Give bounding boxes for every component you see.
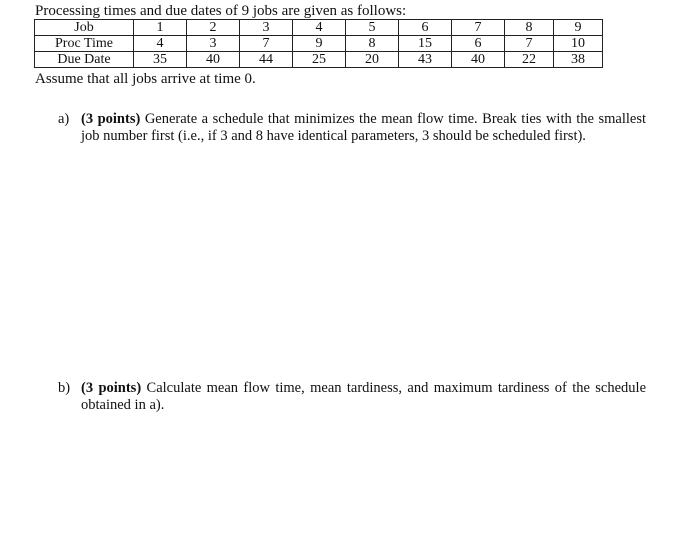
table-header-cell: 8	[505, 20, 554, 36]
table-cell: 8	[346, 36, 399, 52]
question-b	[58, 380, 647, 414]
table-cell: 7	[240, 36, 293, 52]
table-cell: 7	[505, 36, 554, 52]
table-cell: 22	[505, 52, 554, 68]
table-cell: 3	[187, 36, 240, 52]
table-header-cell: 7	[452, 20, 505, 36]
table-header-cell: 9	[554, 20, 603, 36]
jobs-table	[34, 19, 603, 68]
table-cell: 35	[134, 52, 187, 68]
table-cell: 15	[399, 36, 452, 52]
table-cell: 25	[293, 52, 346, 68]
table-header-row	[35, 20, 603, 36]
table-row	[35, 36, 603, 52]
question-b-body	[81, 380, 646, 414]
table-header-cell: 2	[187, 20, 240, 36]
table-cell: 10	[554, 36, 603, 52]
table-header-cell: 5	[346, 20, 399, 36]
table-cell: 40	[187, 52, 240, 68]
table-cell: 38	[554, 52, 603, 68]
intro-text: Processing times and due dates of 9 jobs are given as follows:	[35, 3, 407, 19]
table-cell: 9	[293, 36, 346, 52]
table-cell: 20	[346, 52, 399, 68]
table-row-label: Due Date	[35, 52, 134, 68]
table-cell: 43	[399, 52, 452, 68]
table-cell: 44	[240, 52, 293, 68]
question-a-text: Generate a schedule that minimizes the mean flow time. Break ties with the smallest job number first (i.e., if 3 and 8 have identical parameters, 3 should be scheduled first).	[81, 111, 647, 144]
question-b-points: (3 points)	[81, 380, 142, 396]
assumption-text: Assume that all jobs arrive at time 0.	[35, 71, 256, 87]
table-cell: 4	[134, 36, 187, 52]
question-a-label: a)	[58, 111, 70, 127]
table-row-label: Proc Time	[35, 36, 134, 52]
table-header-cell: 4	[293, 20, 346, 36]
table-header-cell: 6	[399, 20, 452, 36]
question-a-points: (3 points)	[81, 111, 141, 127]
question-b-label: b)	[58, 380, 71, 396]
table-header-cell: Job	[35, 20, 134, 36]
table-header-cell: 3	[240, 20, 293, 36]
question-a-body	[81, 111, 646, 145]
question-a	[58, 111, 647, 145]
question-b-text: Calculate mean flow time, mean tardiness, and maximum tardiness of the schedule obtained in a).	[81, 380, 647, 413]
table-row	[35, 52, 603, 68]
table-cell: 40	[452, 52, 505, 68]
table-cell: 6	[452, 36, 505, 52]
table-header-cell: 1	[134, 20, 187, 36]
